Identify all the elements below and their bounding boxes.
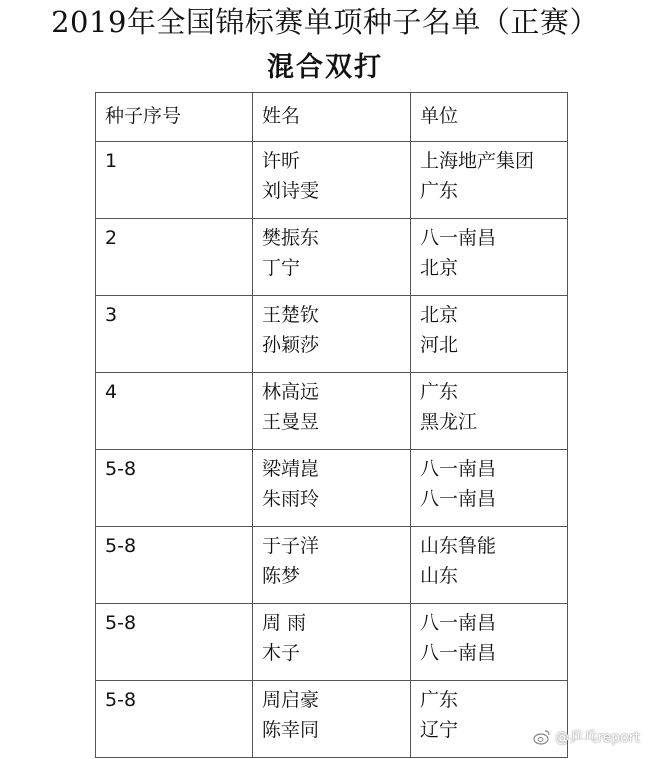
seed-cell bbox=[96, 219, 253, 296]
seed-number: 3 bbox=[105, 304, 118, 326]
player-units-cell bbox=[411, 296, 568, 373]
player-names-cell bbox=[253, 142, 411, 219]
player-unit: 北京 bbox=[420, 304, 459, 326]
table-row bbox=[96, 681, 568, 758]
player-name: 孙颖莎 bbox=[262, 334, 320, 356]
player-unit: 北京 bbox=[420, 257, 459, 279]
player-name: 王楚钦 bbox=[262, 304, 320, 326]
player-unit: 河北 bbox=[420, 334, 459, 356]
table-row bbox=[96, 219, 568, 296]
player-unit: 山东鲁能 bbox=[420, 535, 497, 557]
seed-number: 5-8 bbox=[105, 535, 137, 557]
player-units-cell bbox=[411, 450, 568, 527]
player-name: 许昕 bbox=[262, 150, 301, 172]
table-header-row bbox=[96, 93, 568, 142]
player-units-cell bbox=[411, 219, 568, 296]
player-name: 丁宁 bbox=[262, 257, 301, 279]
table-row bbox=[96, 604, 568, 681]
seed-cell bbox=[96, 373, 253, 450]
player-name: 陈幸同 bbox=[262, 719, 320, 741]
seed-cell bbox=[96, 296, 253, 373]
player-names-cell bbox=[253, 604, 411, 681]
seed-number: 4 bbox=[105, 381, 118, 403]
player-name: 周 雨 bbox=[262, 612, 307, 634]
player-names-cell bbox=[253, 681, 411, 758]
player-unit: 辽宁 bbox=[420, 719, 459, 741]
seed-number: 5-8 bbox=[105, 458, 137, 480]
seed-table bbox=[95, 92, 568, 758]
seed-cell bbox=[96, 142, 253, 219]
player-name: 王曼昱 bbox=[262, 411, 320, 433]
player-names-cell bbox=[253, 450, 411, 527]
player-name: 周启豪 bbox=[262, 689, 320, 711]
table-row bbox=[96, 373, 568, 450]
player-units-cell bbox=[411, 373, 568, 450]
seed-number: 5-8 bbox=[105, 689, 137, 711]
seed-number: 1 bbox=[105, 150, 118, 172]
player-name: 陈梦 bbox=[262, 565, 301, 587]
player-unit: 广东 bbox=[420, 689, 459, 711]
table-row bbox=[96, 296, 568, 373]
weibo-watermark bbox=[533, 727, 640, 747]
player-names-cell bbox=[253, 373, 411, 450]
player-unit: 八一南昌 bbox=[420, 612, 497, 634]
player-unit: 八一南昌 bbox=[420, 488, 497, 510]
watermark-text: @乒乓report bbox=[555, 730, 640, 746]
player-unit: 山东 bbox=[420, 565, 459, 587]
seed-number: 5-8 bbox=[105, 612, 137, 634]
table-row bbox=[96, 527, 568, 604]
player-unit: 广东 bbox=[420, 180, 459, 202]
player-names-cell bbox=[253, 219, 411, 296]
player-unit: 上海地产集团 bbox=[420, 150, 535, 172]
header-seed: 种子序号 bbox=[96, 93, 253, 142]
player-units-cell bbox=[411, 527, 568, 604]
page-title: 2019年全国锦标赛单项种子名单（正赛） bbox=[51, 5, 599, 39]
player-unit: 八一南昌 bbox=[420, 458, 497, 480]
player-name: 刘诗雯 bbox=[262, 180, 320, 202]
player-name: 朱雨玲 bbox=[262, 488, 320, 510]
seed-cell bbox=[96, 527, 253, 604]
header-name: 姓名 bbox=[253, 93, 411, 142]
player-name: 木子 bbox=[262, 642, 301, 664]
seed-number: 2 bbox=[105, 227, 118, 249]
player-name: 樊振东 bbox=[262, 227, 320, 249]
event-subtitle: 混合双打 bbox=[267, 52, 383, 83]
player-unit: 广东 bbox=[420, 381, 459, 403]
player-name: 梁靖崑 bbox=[262, 458, 320, 480]
seed-cell bbox=[96, 604, 253, 681]
player-units-cell bbox=[411, 142, 568, 219]
table-row bbox=[96, 450, 568, 527]
player-names-cell bbox=[253, 527, 411, 604]
player-units-cell bbox=[411, 604, 568, 681]
header-unit: 单位 bbox=[411, 93, 568, 142]
seed-cell bbox=[96, 450, 253, 527]
player-unit: 八一南昌 bbox=[420, 642, 497, 664]
player-names-cell bbox=[253, 296, 411, 373]
player-unit: 八一南昌 bbox=[420, 227, 497, 249]
table-row bbox=[96, 142, 568, 219]
player-name: 于子洋 bbox=[262, 535, 320, 557]
seed-cell bbox=[96, 681, 253, 758]
player-name: 林高远 bbox=[262, 381, 320, 403]
player-unit: 黑龙江 bbox=[420, 411, 478, 433]
weibo-icon bbox=[533, 729, 551, 745]
